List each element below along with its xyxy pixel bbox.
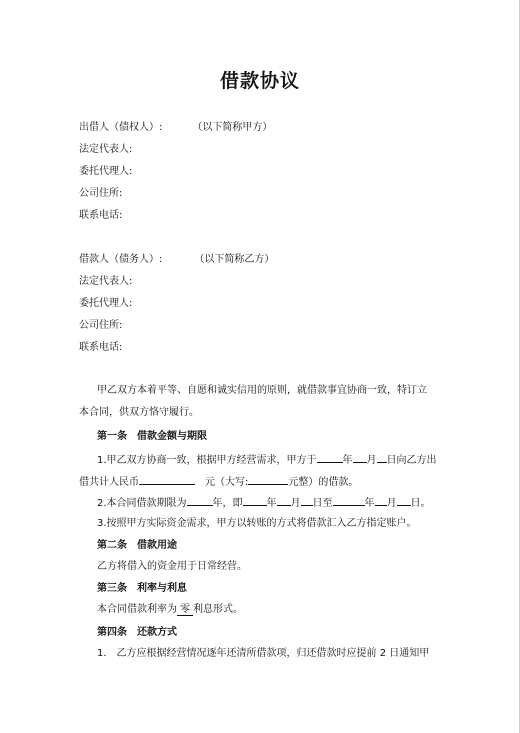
lender-label: 出借人（债权人）:	[79, 122, 163, 133]
blank-underline	[277, 495, 291, 506]
article-1-heading: 第一条 借款金额与期限	[97, 431, 207, 442]
blank-underline	[243, 495, 267, 506]
clause-text: 日。	[410, 498, 431, 509]
blank-underline	[375, 495, 387, 506]
lender-phone: 联系电话:	[79, 210, 123, 221]
clause-text: 日向乙方出	[386, 455, 437, 466]
article-1-clause-3: 3.按照甲方实际资金需求，甲方以转账的方式将借款汇入乙方指定账户。	[97, 518, 417, 529]
blank-underline	[397, 495, 411, 506]
borrower-label: 借款人（债务人）:	[79, 254, 163, 265]
clause-text: 本合同借款利率为	[97, 604, 177, 615]
clause-text: 利息形式。	[193, 604, 243, 615]
article-3-text	[97, 603, 243, 617]
document-title: 借款协议	[219, 70, 300, 92]
blank-underline	[317, 452, 343, 463]
blank-underline	[301, 495, 313, 506]
lender-address: 公司住所:	[79, 188, 123, 199]
borrower-phone: 联系电话:	[79, 342, 123, 353]
blank-underline	[248, 474, 288, 485]
lender-line	[79, 121, 272, 135]
borrower-note: （以下简称乙方）	[194, 254, 275, 265]
article-3-heading: 第三条 利率与利息	[97, 583, 187, 594]
blank-underline	[333, 495, 365, 506]
lender-note: （以下简称甲方）	[192, 122, 273, 133]
borrower-address: 公司住所:	[79, 320, 123, 331]
clause-text: 借共计人民币	[79, 477, 139, 488]
preamble-line-1: 甲乙双方本着平等、自愿和诚实信用的原则，就借款事宜协商一致，特订立	[97, 385, 427, 396]
clause-text: 元（大写:	[205, 477, 249, 488]
blank-underline	[187, 495, 213, 506]
article-1-clause-1-line-2	[79, 474, 358, 490]
article-2-heading: 第二条 借款用途	[97, 540, 177, 551]
clause-text: 元整）的借款。	[288, 477, 359, 488]
lender-rep: 法定代表人:	[79, 144, 133, 155]
interest-rate-value: 零	[177, 604, 193, 616]
clause-text: 年	[266, 498, 277, 509]
blank-underline	[139, 474, 195, 485]
preamble-line-2: 本合同，供双方恪守履行。	[79, 407, 199, 418]
borrower-line	[79, 253, 274, 267]
clause-text: 年，即	[212, 498, 243, 509]
clause-text: 日至	[312, 498, 333, 509]
clause-text: 1.甲乙双方协商一致，根据甲方经营需求，甲方于	[97, 455, 317, 466]
lender-agent: 委托代理人:	[79, 166, 133, 177]
blank-underline	[353, 452, 367, 463]
clause-text: 年	[364, 498, 375, 509]
borrower-agent: 委托代理人:	[79, 298, 133, 309]
blank-underline	[377, 452, 387, 463]
clause-text: 2.本合同借款期限为	[97, 498, 187, 509]
article-4-heading: 第四条 还款方式	[97, 627, 177, 638]
article-2-text: 乙方将借入的资金用于日常经营。	[97, 561, 247, 572]
article-1-clause-1-line-1	[97, 452, 437, 468]
borrower-rep: 法定代表人:	[79, 276, 133, 287]
clause-text: 月	[386, 498, 397, 509]
article-4-clause-1: 1. 乙方应根据经营情况逐年还清所借款项，归还借款时应提前 2 日通知甲	[97, 648, 430, 659]
article-1-clause-2	[97, 495, 431, 511]
clause-text: 年	[342, 455, 353, 466]
clause-text: 月	[366, 455, 377, 466]
clause-text: 月	[290, 498, 301, 509]
